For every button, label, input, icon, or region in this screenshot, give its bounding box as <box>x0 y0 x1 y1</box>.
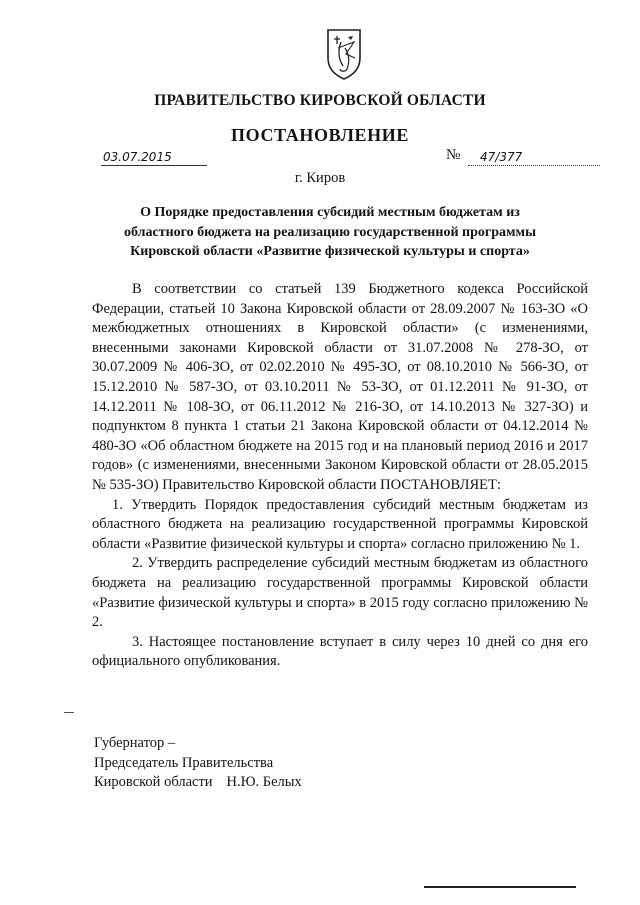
document-city: г. Киров <box>294 170 346 186</box>
signatory-name: Н.Ю. Белых <box>226 774 302 790</box>
document-body <box>92 280 588 672</box>
document-date: 03.07.2015 <box>101 150 207 166</box>
document-number-label: № <box>446 147 461 163</box>
signature-line-3 <box>94 773 302 793</box>
signature-line-1: Губернатор – <box>94 735 176 751</box>
signature-line-2: Председатель Правительства <box>94 754 274 771</box>
coat-of-arms-icon <box>326 28 362 80</box>
footer-rule <box>424 886 576 888</box>
preamble-paragraph: В соответствии со статьей 139 Бюджетного кодекса Российской Федерации, статьей 10 Закона Кировской области от 28.09.2007 № 163-ЗО «О межбюджетных отношениях в Кировской области» (с изменениями, внесенными законами Кировской области от 31.07.2008 № 278-ЗО, от 30.07.2009 № 406-ЗО, от 02.02.2010 № 495-ЗО, от 08.10.2010 № 566-ЗО, от 15.12.2010 № 587-ЗО, от 03.10.2011 № 53-ЗО, от 01.12.2011 № 91-ЗО, от 14.12.2011 № 108-ЗО, от 06.11.2012 № 216-ЗО, от 14.10.2013 № 327-ЗО) и подпунктом 8 пункта 1 статьи 21 Закона Кировской области от 04.12.2014 № 480-ЗО «Об областном бюджете на 2015 год и на плановый период 2016 и 2017 годов» (с изменениями, внесенными Законом Кировской области от 28.05.2015 № 535-ЗО) Правительство Кировской области ПОСТАНОВЛЯЕТ: <box>92 281 588 493</box>
organization-title: ПРАВИТЕЛЬСТВО КИРОВСКОЙ ОБЛАСТИ <box>154 92 486 109</box>
margin-mark <box>64 712 74 713</box>
document-subject: О Порядке предоставления субсидий местным бюджетам из областного бюджета на реализацию государственной программы Кировской области «Развитие физической культуры и спорта» <box>123 205 537 259</box>
document-number: 47/377 <box>468 150 600 166</box>
item-paragraph-2: 2. Утвердить распределение субсидий местным бюджетам из областного бюджета на реализацию государственной программы Кировской области «Развитие физической культуры и спорта» в 2015 году согласно приложению № 2. <box>92 555 588 631</box>
signature-region: Кировской области <box>94 774 213 790</box>
item-paragraph-1: 1. Утвердить Порядок предоставления субсидий местным бюджетам из областного бюджета на реализацию государственной программы Кировской области «Развитие физической культуры и спорта» согласно приложению № 1. <box>92 496 588 552</box>
item-paragraph-3: 3. Настоящее постановление вступает в силу через 10 дней со дня его официального опубликования. <box>92 633 588 670</box>
document-type: ПОСТАНОВЛЕНИЕ <box>231 125 409 145</box>
signature-block <box>94 734 302 793</box>
